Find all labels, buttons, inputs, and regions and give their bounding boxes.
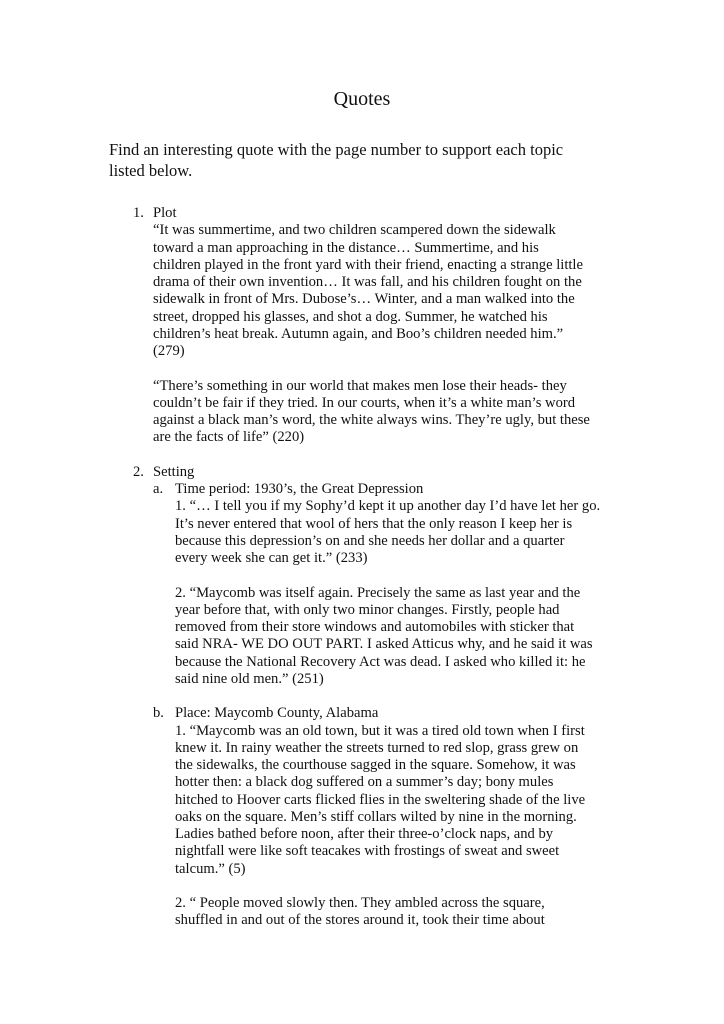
paragraph-gap bbox=[0, 567, 724, 584]
quote-line bbox=[0, 550, 724, 567]
quote-line-text: said NRA- WE DO OUT PART. I asked Atticus why, and he said it was bbox=[175, 636, 593, 653]
paragraph-gap bbox=[0, 878, 724, 895]
quote-line-text: year before that, with only two minor changes. Firstly, people had bbox=[175, 601, 560, 618]
list-marker: 1. bbox=[133, 205, 144, 221]
quote-line-text: 2. “ People moved slowly then. They ambled across the square, bbox=[175, 895, 545, 911]
section-heading-text: Setting bbox=[153, 463, 195, 480]
subsection-heading bbox=[0, 705, 724, 722]
quote-line-text: 1. “… I tell you if my Sophy’d kept it up another day I’d have let her go. bbox=[175, 498, 601, 515]
quote-line bbox=[0, 774, 724, 791]
quote-line-text: It’s never entered that wool of hers that the only reason I keep her is bbox=[175, 515, 573, 532]
quote-line bbox=[0, 809, 724, 826]
subsection-heading-text: Time period: 1930’s, the Great Depression bbox=[175, 481, 424, 497]
quote-line bbox=[0, 309, 724, 326]
quote-line-text: removed from their store windows and automobiles with sticker that bbox=[175, 619, 575, 635]
list-marker: 2. bbox=[133, 463, 144, 480]
quote-line bbox=[0, 585, 724, 602]
quote-line bbox=[0, 671, 724, 688]
instructions bbox=[109, 140, 629, 181]
quote-line-text: the sidewalks, the courthouse sagged in the square. Somehow, it was bbox=[175, 757, 576, 773]
quote-line bbox=[0, 498, 724, 515]
quote-line bbox=[0, 291, 724, 308]
quote-line-text: sidewalk in front of Mrs. Dubose’s… Winter, and a man walked into the bbox=[153, 291, 575, 308]
quote-line-text: because the National Recovery Act was dead. I asked who killed it: he bbox=[175, 653, 586, 670]
quote-line-text: against a black man’s word, the white always wins. They’re ugly, but these bbox=[153, 412, 590, 428]
instructions-line: Find an interesting quote with the page number to support each topic bbox=[109, 140, 564, 159]
quote-line bbox=[0, 912, 724, 929]
quote-line bbox=[0, 326, 724, 343]
topic-list bbox=[0, 205, 724, 930]
list-marker: b. bbox=[153, 705, 164, 722]
quote-line-text: shuffled in and out of the stores around it, took their time about bbox=[175, 912, 545, 929]
quote-line-text: 2. “Maycomb was itself again. Precisely the same as last year and the bbox=[175, 584, 581, 601]
quote-line bbox=[0, 654, 724, 671]
quote-line-text: every week she can get it.” (233) bbox=[175, 550, 368, 566]
quote-line bbox=[0, 723, 724, 740]
quote-line-text: Ladies bathed before noon, after their three-o’clock naps, and by bbox=[175, 826, 554, 842]
quote-line bbox=[0, 895, 724, 912]
quote-line bbox=[0, 740, 724, 757]
quote-line-text: oaks on the square. Men’s stiff collars wilted by nine in the morning. bbox=[175, 808, 577, 825]
quote-line bbox=[0, 412, 724, 429]
quote-line-text: talcum.” (5) bbox=[175, 860, 246, 877]
quote-line-text: street, dropped his glasses, and shot a dog. Summer, he watched his bbox=[153, 308, 548, 325]
quote-line bbox=[0, 257, 724, 274]
paragraph-gap bbox=[0, 360, 724, 377]
quote-line-text: “There’s something in our world that makes men lose their heads- they bbox=[153, 377, 567, 394]
quote-line bbox=[0, 602, 724, 619]
quote-line-text: are the facts of life” (220) bbox=[153, 429, 305, 446]
quote-line-text: hitched to Hoover carts flicked flies in the sweltering shade of the live bbox=[175, 791, 586, 808]
quote-line bbox=[0, 792, 724, 809]
subsection-heading bbox=[0, 481, 724, 498]
section-heading bbox=[0, 464, 724, 481]
quote-line bbox=[0, 826, 724, 843]
quote-line-text: because this depression’s on and she needs her dollar and a quarter bbox=[175, 532, 565, 549]
page-title: Quotes bbox=[333, 88, 391, 110]
quote-line-text: nightfall were like soft teacakes with frostings of sweat and sweet bbox=[175, 843, 560, 860]
paragraph-gap bbox=[0, 688, 724, 705]
quote-line-text: knew it. In rainy weather the streets turned to red slop, grass grew on bbox=[175, 739, 579, 756]
quote-line bbox=[0, 533, 724, 550]
quote-line-text: hotter then: a black dog suffered on a summer’s day; bony mules bbox=[175, 774, 554, 791]
quote-line-text: toward a man approaching in the distance… Summertime, and his bbox=[153, 239, 539, 256]
quote-line bbox=[0, 274, 724, 291]
quote-line bbox=[0, 222, 724, 239]
quote-line bbox=[0, 516, 724, 533]
quote-line bbox=[0, 395, 724, 412]
quote-line-text: said nine old men.” (251) bbox=[175, 670, 324, 687]
quote-line-text: children played in the front yard with their friend, enacting a strange little bbox=[153, 256, 583, 273]
quote-line-text: couldn’t be fair if they tried. In our courts, when it’s a white man’s word bbox=[153, 394, 576, 411]
quote-line bbox=[0, 240, 724, 257]
quote-line bbox=[0, 619, 724, 636]
quote-line-text: children’s heat break. Autumn again, and Boo’s children needed him.” bbox=[153, 325, 564, 342]
quote-line bbox=[0, 636, 724, 653]
subsection-heading-text: Place: Maycomb County, Alabama bbox=[175, 705, 379, 722]
quote-line-text: (279) bbox=[153, 343, 185, 359]
quote-line bbox=[0, 843, 724, 860]
quote-line bbox=[0, 429, 724, 446]
quote-line bbox=[0, 861, 724, 878]
section-heading-text: Plot bbox=[153, 205, 177, 221]
quote-line bbox=[0, 343, 724, 360]
list-marker: a. bbox=[153, 481, 164, 497]
quote-line-text: 1. “Maycomb was an old town, but it was a tired old town when I first bbox=[175, 722, 585, 739]
quote-line bbox=[0, 757, 724, 774]
quote-line-text: drama of their own invention… It was fall, and his children fought on the bbox=[153, 274, 582, 290]
quote-line bbox=[0, 378, 724, 395]
paragraph-gap bbox=[0, 447, 724, 464]
section-heading bbox=[0, 205, 724, 222]
quote-line-text: “It was summertime, and two children scampered down the sidewalk bbox=[153, 222, 556, 239]
instructions-line: listed below. bbox=[109, 160, 193, 180]
